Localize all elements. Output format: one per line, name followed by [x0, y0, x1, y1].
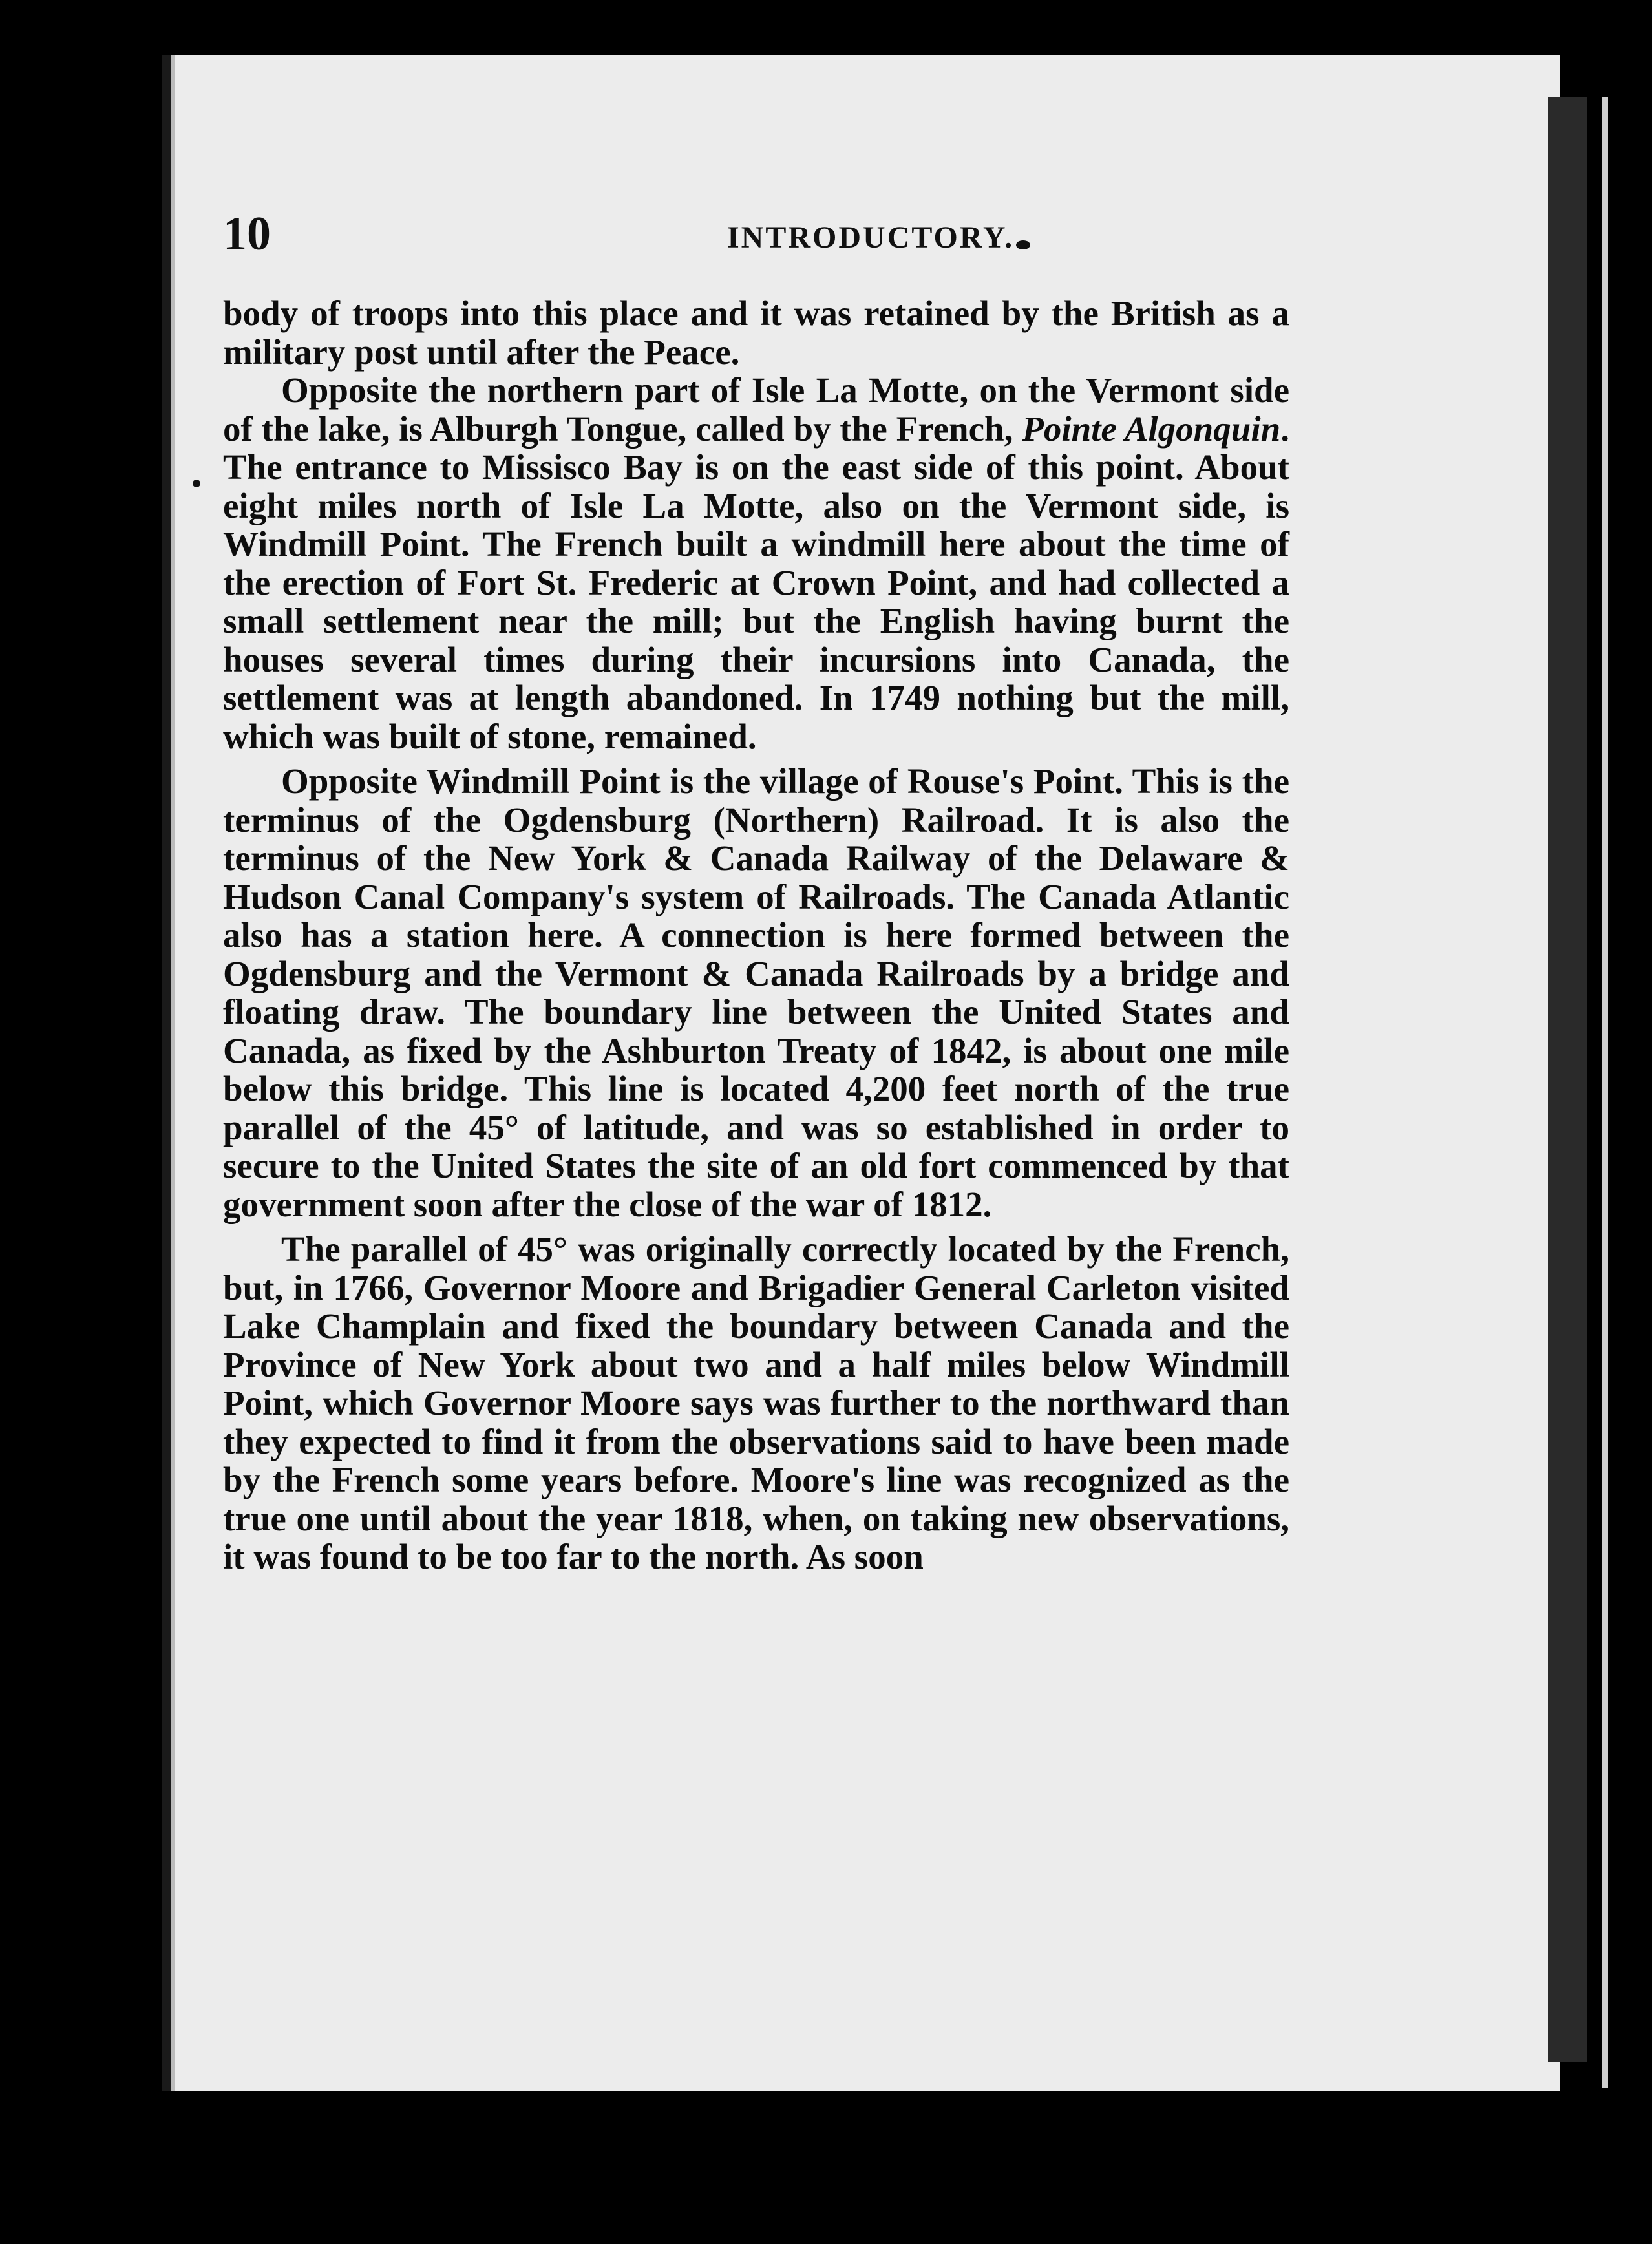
- running-head: [223, 207, 1322, 284]
- book-spine-edge: [1602, 97, 1608, 2088]
- italic-place-name: Pointe Algonquin: [1022, 408, 1281, 449]
- paragraph-4: The parallel of 45° was originally correctly located by the French, but, in 1766, Governor Moore and Brigadier General Carleton visited Lake Champlain and fixed the boundary between Canada and the Province of New York about two and a half miles below Windmill Point, which Governor Moore says was further to the northward than they expected to find it from the observations said to have been made by the French some years before. Moore's line was recognized as the true one until about the year 1818, when, on taking new observations, it was found to be too far to the north. As soon: [223, 1229, 1289, 1576]
- ink-speck-margin: [193, 480, 200, 487]
- body-text: [223, 294, 1289, 1576]
- book-spine-shadow: [1548, 97, 1587, 2062]
- paragraph-3: Opposite Windmill Point is the village of Rouse's Point. This is the terminus of the Ogdensburg (Northern) Railroad. It is also the terminus of the New York & Canada Railway of the Delaware & Hudson Canal Company's system of Railroads. The Canada Atlantic also has a station here. A connection is here formed between the Ogdensburg and the Vermont & Canada Railroads by a bridge and floating draw. The boundary line between the United States and Canada, as fixed by the Ashburton Treaty of 1842, is about one mile below this bridge. This line is located 4,200 feet north of the true parallel of the 45° of latitude, and was so established in order to secure to the United States the site of an old fort commenced by that government soon after the close of the war of 1812.: [223, 761, 1289, 1224]
- paragraph-1: body of troops into this place and it was retained by the British as a military post until after the Peace.: [223, 293, 1289, 372]
- paragraph-2: Opposite the northern part of Isle La Motte, on the Vermont side of the lake, is Alburgh Tongue, called by the French, Pointe Algonquin. The entrance to Missisco Bay is on the east side of this point. About eight miles north of Isle La Motte, also on the Vermont side, is Windmill Point. The French built a windmill here about the time of the erection of Fort St. Frederic at Crown Point, and had collected a small settlement near the mill; but the English having burnt the houses several times during their incursions into Canada, the settlement was at length abandoned. In 1749 nothing but the mill, which was built of stone, remained.: [223, 370, 1289, 756]
- page-number: 10: [223, 207, 271, 260]
- section-title: INTRODUCTORY.: [727, 220, 1015, 255]
